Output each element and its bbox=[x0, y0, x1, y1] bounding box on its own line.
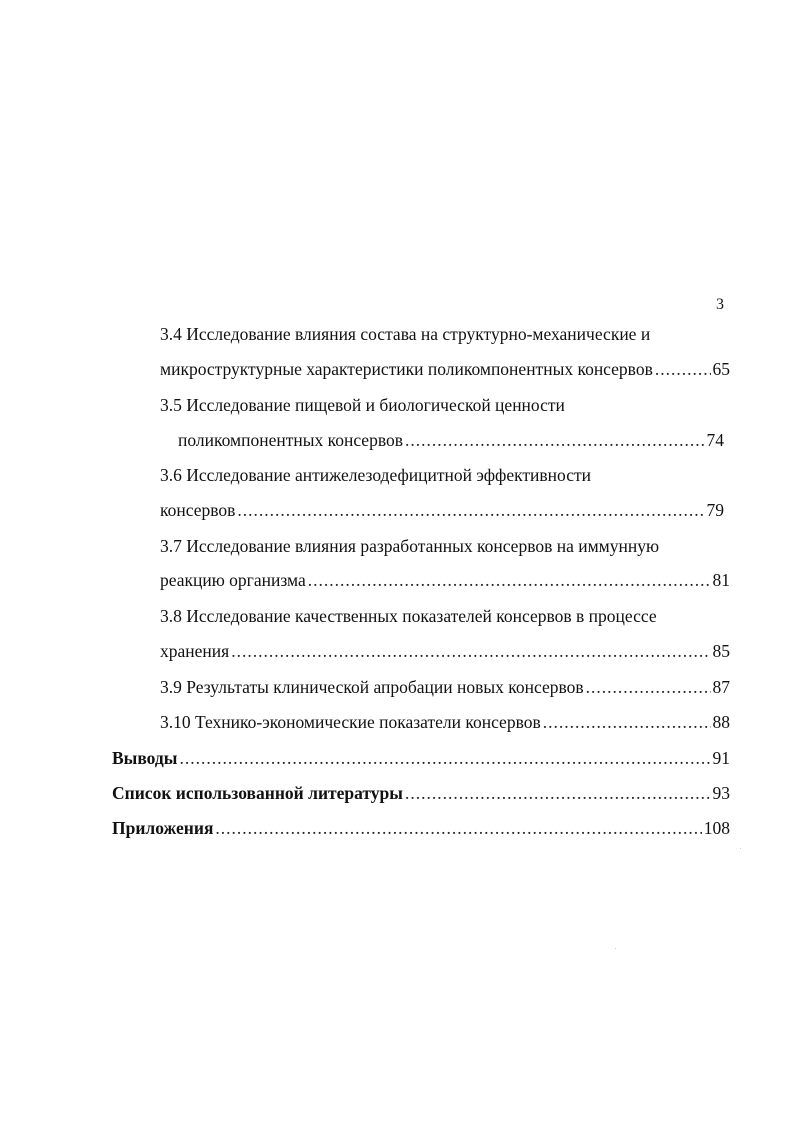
dot-leader bbox=[231, 639, 710, 663]
toc-entry-3-10-title: 3.10 Технико-экономические показатели консервов bbox=[160, 712, 541, 732]
toc-entry-3-7-line1[interactable]: 3.7 Исследование влияния разработанных консервов на иммунную bbox=[160, 536, 660, 556]
toc-section-conclusions-page: 91 bbox=[712, 748, 730, 768]
toc-entry-3-9-title: 3.9 Результаты клинической апробации новых консервов bbox=[160, 677, 584, 697]
toc-entry-3-9-page: 87 bbox=[712, 677, 730, 697]
scan-artifact bbox=[740, 848, 741, 849]
toc-section-references-title: Список использованной литературы bbox=[112, 783, 403, 803]
toc-entry-3-6-line1[interactable]: 3.6 Исследование антижелезодефицитной эффективности bbox=[160, 465, 592, 485]
toc-entry-3-4-line1[interactable]: 3.4 Исследование влияния состава на структурно-механические и bbox=[160, 324, 651, 344]
toc-entry-3-4-line2: микроструктурные характеристики поликомпонентных консервов bbox=[160, 359, 653, 379]
dot-leader bbox=[179, 746, 710, 770]
toc-section-conclusions[interactable] bbox=[112, 746, 730, 770]
dot-leader bbox=[543, 710, 711, 734]
toc-section-references-page: 93 bbox=[712, 783, 730, 803]
toc-entry-3-6-page: 79 bbox=[706, 500, 724, 520]
toc-entry-3-4-page: 65 bbox=[712, 359, 730, 379]
toc-entry-3-6[interactable] bbox=[160, 498, 724, 522]
page-number: 3 bbox=[716, 296, 724, 313]
toc-entry-3-4[interactable] bbox=[160, 357, 730, 381]
dot-leader bbox=[237, 498, 704, 522]
toc-entry-3-7-line2: реакцию организма bbox=[160, 570, 306, 590]
dot-leader bbox=[215, 816, 701, 840]
toc-section-conclusions-title: Выводы bbox=[112, 748, 178, 768]
toc-entry-3-5-page: 74 bbox=[706, 430, 724, 450]
scan-artifact bbox=[615, 948, 616, 949]
dot-leader bbox=[308, 568, 711, 592]
toc-entry-3-10-page: 88 bbox=[712, 712, 730, 732]
dot-leader bbox=[586, 675, 711, 699]
toc-entry-3-6-line2: консервов bbox=[160, 500, 236, 520]
toc-section-appendices-page: 108 bbox=[703, 818, 730, 838]
toc-entry-3-5-line1[interactable]: 3.5 Исследование пищевой и биологической ценности bbox=[160, 395, 565, 415]
toc-entry-3-8[interactable] bbox=[160, 639, 730, 663]
toc-entry-3-8-line2: хранения bbox=[160, 641, 230, 661]
toc-section-references[interactable] bbox=[112, 781, 730, 805]
toc-entry-3-10[interactable] bbox=[160, 710, 730, 734]
toc-section-appendices-title: Приложения bbox=[112, 818, 214, 838]
dot-leader bbox=[405, 781, 711, 805]
toc-entry-3-5[interactable] bbox=[178, 428, 724, 452]
dot-leader bbox=[655, 357, 711, 381]
toc-entry-3-9[interactable] bbox=[160, 675, 730, 699]
toc-entry-3-7-page: 81 bbox=[712, 570, 730, 590]
toc-section-appendices[interactable] bbox=[112, 816, 730, 840]
toc-entry-3-5-line2: поликомпонентных консервов bbox=[178, 430, 403, 450]
toc-entry-3-8-page: 85 bbox=[712, 641, 730, 661]
toc-entry-3-8-line1[interactable]: 3.8 Исследование качественных показателей консервов в процессе bbox=[160, 606, 657, 626]
dot-leader bbox=[405, 428, 705, 452]
toc-entry-3-7[interactable] bbox=[160, 568, 730, 592]
